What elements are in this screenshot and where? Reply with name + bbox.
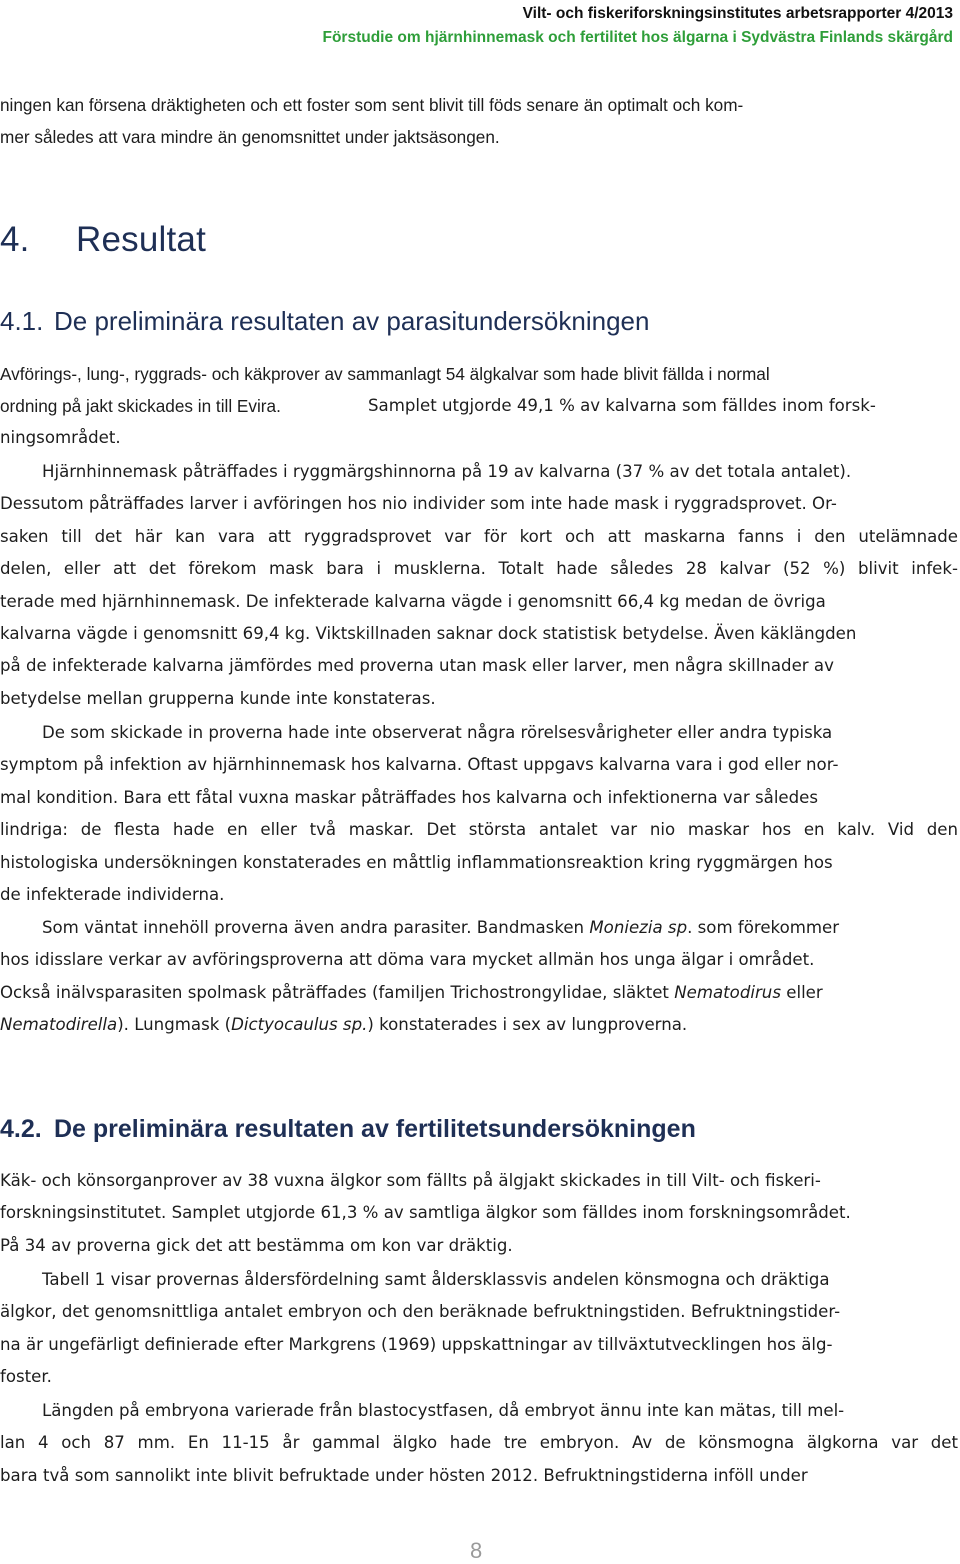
paragraph <box>0 1264 958 1394</box>
text-line: Längden på embryona varierade från blastocystfasen, då embryot ännu inte kan mätas, till mel- <box>42 1401 845 1420</box>
text-line: forskningsinstitutet. Samplet utgjorde 61,3 % av samtliga älgkor som fälldes inom forskningsområdet. <box>0 1203 851 1223</box>
text-run: ). Lungmask ( <box>117 1015 232 1035</box>
text-line: lan 4 och 87 mm. En 11-15 år gammal älgko hade tre embryon. Av de könsmogna älgkorna var det <box>0 1433 958 1453</box>
running-header <box>323 2 954 50</box>
text-line: kalvarna vägde i genomsnitt 69,4 kg. Viktskillnaden saknar dock statistisk betydelse. Även käklängden <box>0 623 857 643</box>
text-line: Tabell 1 visar provernas åldersfördelning samt åldersklassvis andelen könsmogna och dräktiga <box>42 1270 830 1289</box>
species-name: Nematodirella <box>0 1015 118 1035</box>
species-name: Dictyocaulus sp. <box>231 1015 368 1035</box>
paragraph <box>0 1165 958 1262</box>
text-run: eller <box>780 982 823 1002</box>
paragraph <box>0 390 958 455</box>
text-line: delen, eller att det förekom mask bara i musklerna. Totalt hade således 28 kalvar (52 %) blivit infek- <box>0 559 958 579</box>
text-line: Dessutom påträffades larver i avföringen hos nio individer som inte hade mask i ryggradsprovet. Or- <box>0 494 837 514</box>
text-line: de infekterade individerna. <box>0 884 225 904</box>
intro-paragraph <box>0 89 958 154</box>
text-line: älgkor, det genomsnittliga antalet embryon och den beräknade befruktningstiden. Befruktningstider- <box>0 1302 841 1322</box>
text-line: mal kondition. Bara ett fåtal vuxna maskar påträffades hos kalvarna och infektionerna var således <box>0 787 819 807</box>
paragraph <box>0 1395 958 1492</box>
section-heading <box>0 220 206 260</box>
subsection-title: De preliminära resultaten av fertilitetsundersökningen <box>54 1115 696 1143</box>
paragraph <box>0 912 958 1042</box>
subsection-number: 4.2. <box>0 1115 42 1143</box>
text-line: hos idisslare verkar av avföringsproverna att döma vara mycket allmän hos unga älgar i området. <box>0 950 815 970</box>
section-title: Resultat <box>76 220 206 259</box>
text-line <box>0 977 958 1009</box>
text-line: lindriga: de flesta hade en eller två maskar. Det största antalet var nio maskar hos en kalv. Vid den <box>0 820 958 840</box>
text-line: Avförings-, lung-, ryggrads- och käkprover av sammanlagt 54 älgkalvar som hade blivit fällda i normal <box>0 364 770 384</box>
subsection-title: De preliminära resultaten av parasitundersökningen <box>54 306 650 336</box>
text-line: histologiska undersökningen konstaterades en måttlig inflammationsreaktion kring ryggmärgen hos <box>0 852 833 872</box>
text-run: Som väntat innehöll proverna även andra parasiter. Bandmasken <box>42 918 590 937</box>
text-line: På 34 av proverna gick det att bestämma om kon var dräktig. <box>0 1235 513 1255</box>
text-run: Också inälvsparasiten spolmask påträffades (familjen Trichostrongylidae, släktet <box>0 982 675 1002</box>
subsection-heading <box>0 306 649 337</box>
text-line <box>0 912 958 944</box>
text-line <box>0 1009 958 1041</box>
text-run: ) konstaterades i sex av lungproverna. <box>367 1015 688 1035</box>
subsection-number: 4.1. <box>0 306 44 336</box>
species-name: Moniezia sp <box>589 918 688 937</box>
text-line: saken till det här kan vara att ryggradsprovet var för kort och att maskarna fanns i den utelämnade <box>0 526 958 546</box>
text-line: ordning på jakt skickades in till Evira. <box>0 396 281 417</box>
text-line: De som skickade in proverna hade inte observerat några rörelsesvårigheter eller andra typiska <box>42 723 833 742</box>
text-line: na är ungefärligt definierade efter Markgrens (1969) uppskattningar av tillväxtutvecklingen hos älg- <box>0 1334 833 1354</box>
text-line: betydelse mellan grupperna kunde inte konstateras. <box>0 688 436 708</box>
text-line: på de infekterade kalvarna jämfördes med proverna utan mask eller larver, men några skillnader av <box>0 656 834 676</box>
species-name: Nematodirus <box>674 982 781 1002</box>
text-line: bara två som sannolikt inte blivit befruktade under hösten 2012. Befruktningstiderna inföll under <box>0 1465 808 1485</box>
section-number: 4. <box>0 220 30 259</box>
subsection-heading <box>0 1115 696 1144</box>
text-line: ningen kan försena dräktigheten och ett foster som sent blivit till föds senare än optimalt och kom- <box>0 95 744 115</box>
paragraph <box>0 456 958 715</box>
text-line: ningsområdet. <box>0 428 121 448</box>
text-line: terade med hjärnhinnemask. De infekterade kalvarna vägde i genomsnitt 66,4 kg medan de övriga <box>0 591 826 611</box>
paragraph <box>0 717 958 911</box>
text-line: symptom på infektion av hjärnhinnemask hos kalvarna. Oftast uppgavs kalvarna vara i god eller nor- <box>0 755 839 775</box>
text-line: Käk- och könsorganprover av 38 vuxna älgkor som fällts på älgjakt skickades in till Vilt- och fiskeri- <box>0 1171 821 1190</box>
report-subtitle: Förstudie om hjärnhinnemask och fertilitet hos älgarna i Sydvästra Finlands skärgård <box>322 29 953 46</box>
text-line: Samplet utgjorde 49,1 % av kalvarna som fälldes inom forsk- <box>368 396 876 415</box>
report-series: Vilt- och fiskeriforskningsinstitutes arbetsrapporter 4/2013 <box>522 5 953 22</box>
text-line: Hjärnhinnemask påträffades i ryggmärgshinnorna på 19 av kalvarna (37 % av det totala antalet). <box>42 462 852 481</box>
text-line: mer således att vara mindre än genomsnittet under jaktsäsongen. <box>0 127 500 148</box>
text-line: foster. <box>0 1367 52 1387</box>
text-run: . som förekommer <box>687 918 840 937</box>
page-number: 8 <box>470 1538 483 1563</box>
